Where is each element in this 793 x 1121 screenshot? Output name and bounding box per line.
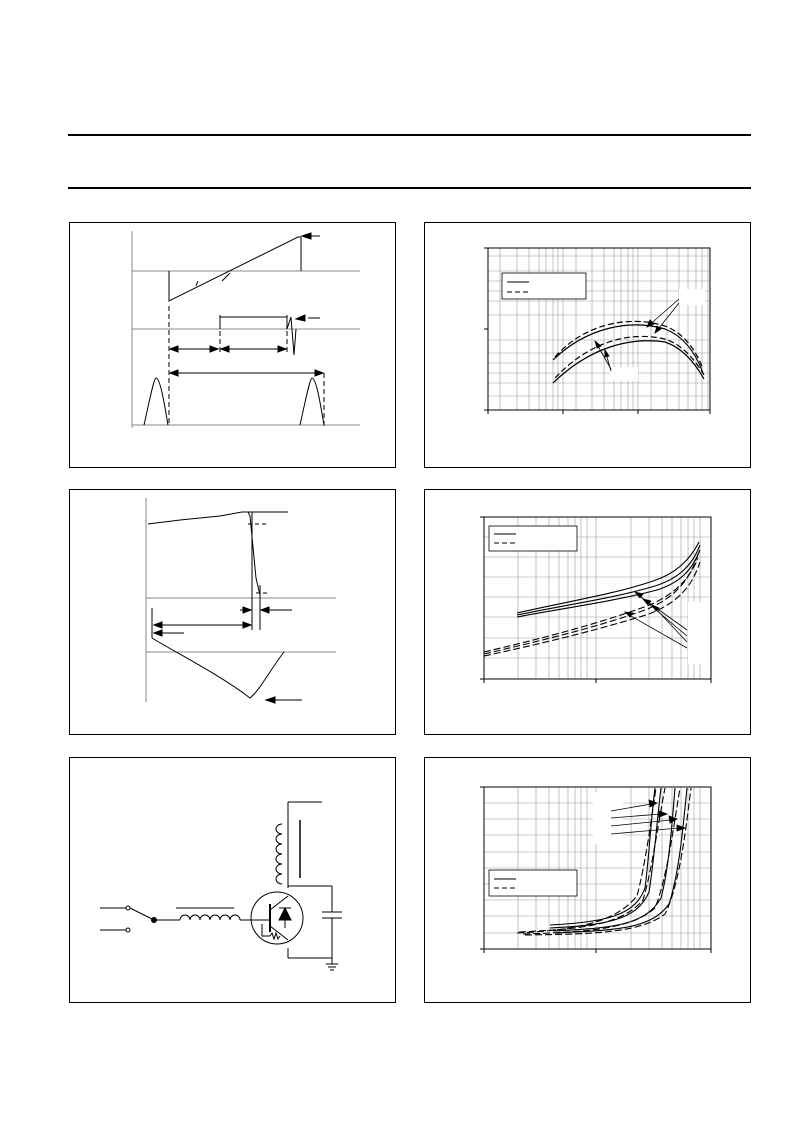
test-circuit-drawing: [70, 758, 397, 1004]
graph-top-right-drawing: [425, 223, 752, 469]
fig-test-circuit: [69, 757, 396, 1003]
fig-switching-waveforms: [69, 222, 396, 468]
fig-turn-off-waveforms: [69, 489, 396, 735]
graph-bottom-right-drawing: [425, 758, 752, 1004]
header-rule-bottom: [68, 187, 751, 189]
turn-off-waveforms-drawing: [70, 490, 397, 736]
fig-graph-bottom-right: [424, 757, 751, 1003]
header-rule-top: [68, 134, 751, 136]
fig-graph-middle-right: [424, 489, 751, 735]
fig-graph-top-right: [424, 222, 751, 468]
switching-waveforms-drawing: [70, 223, 397, 469]
graph-middle-right-drawing: [425, 490, 752, 736]
